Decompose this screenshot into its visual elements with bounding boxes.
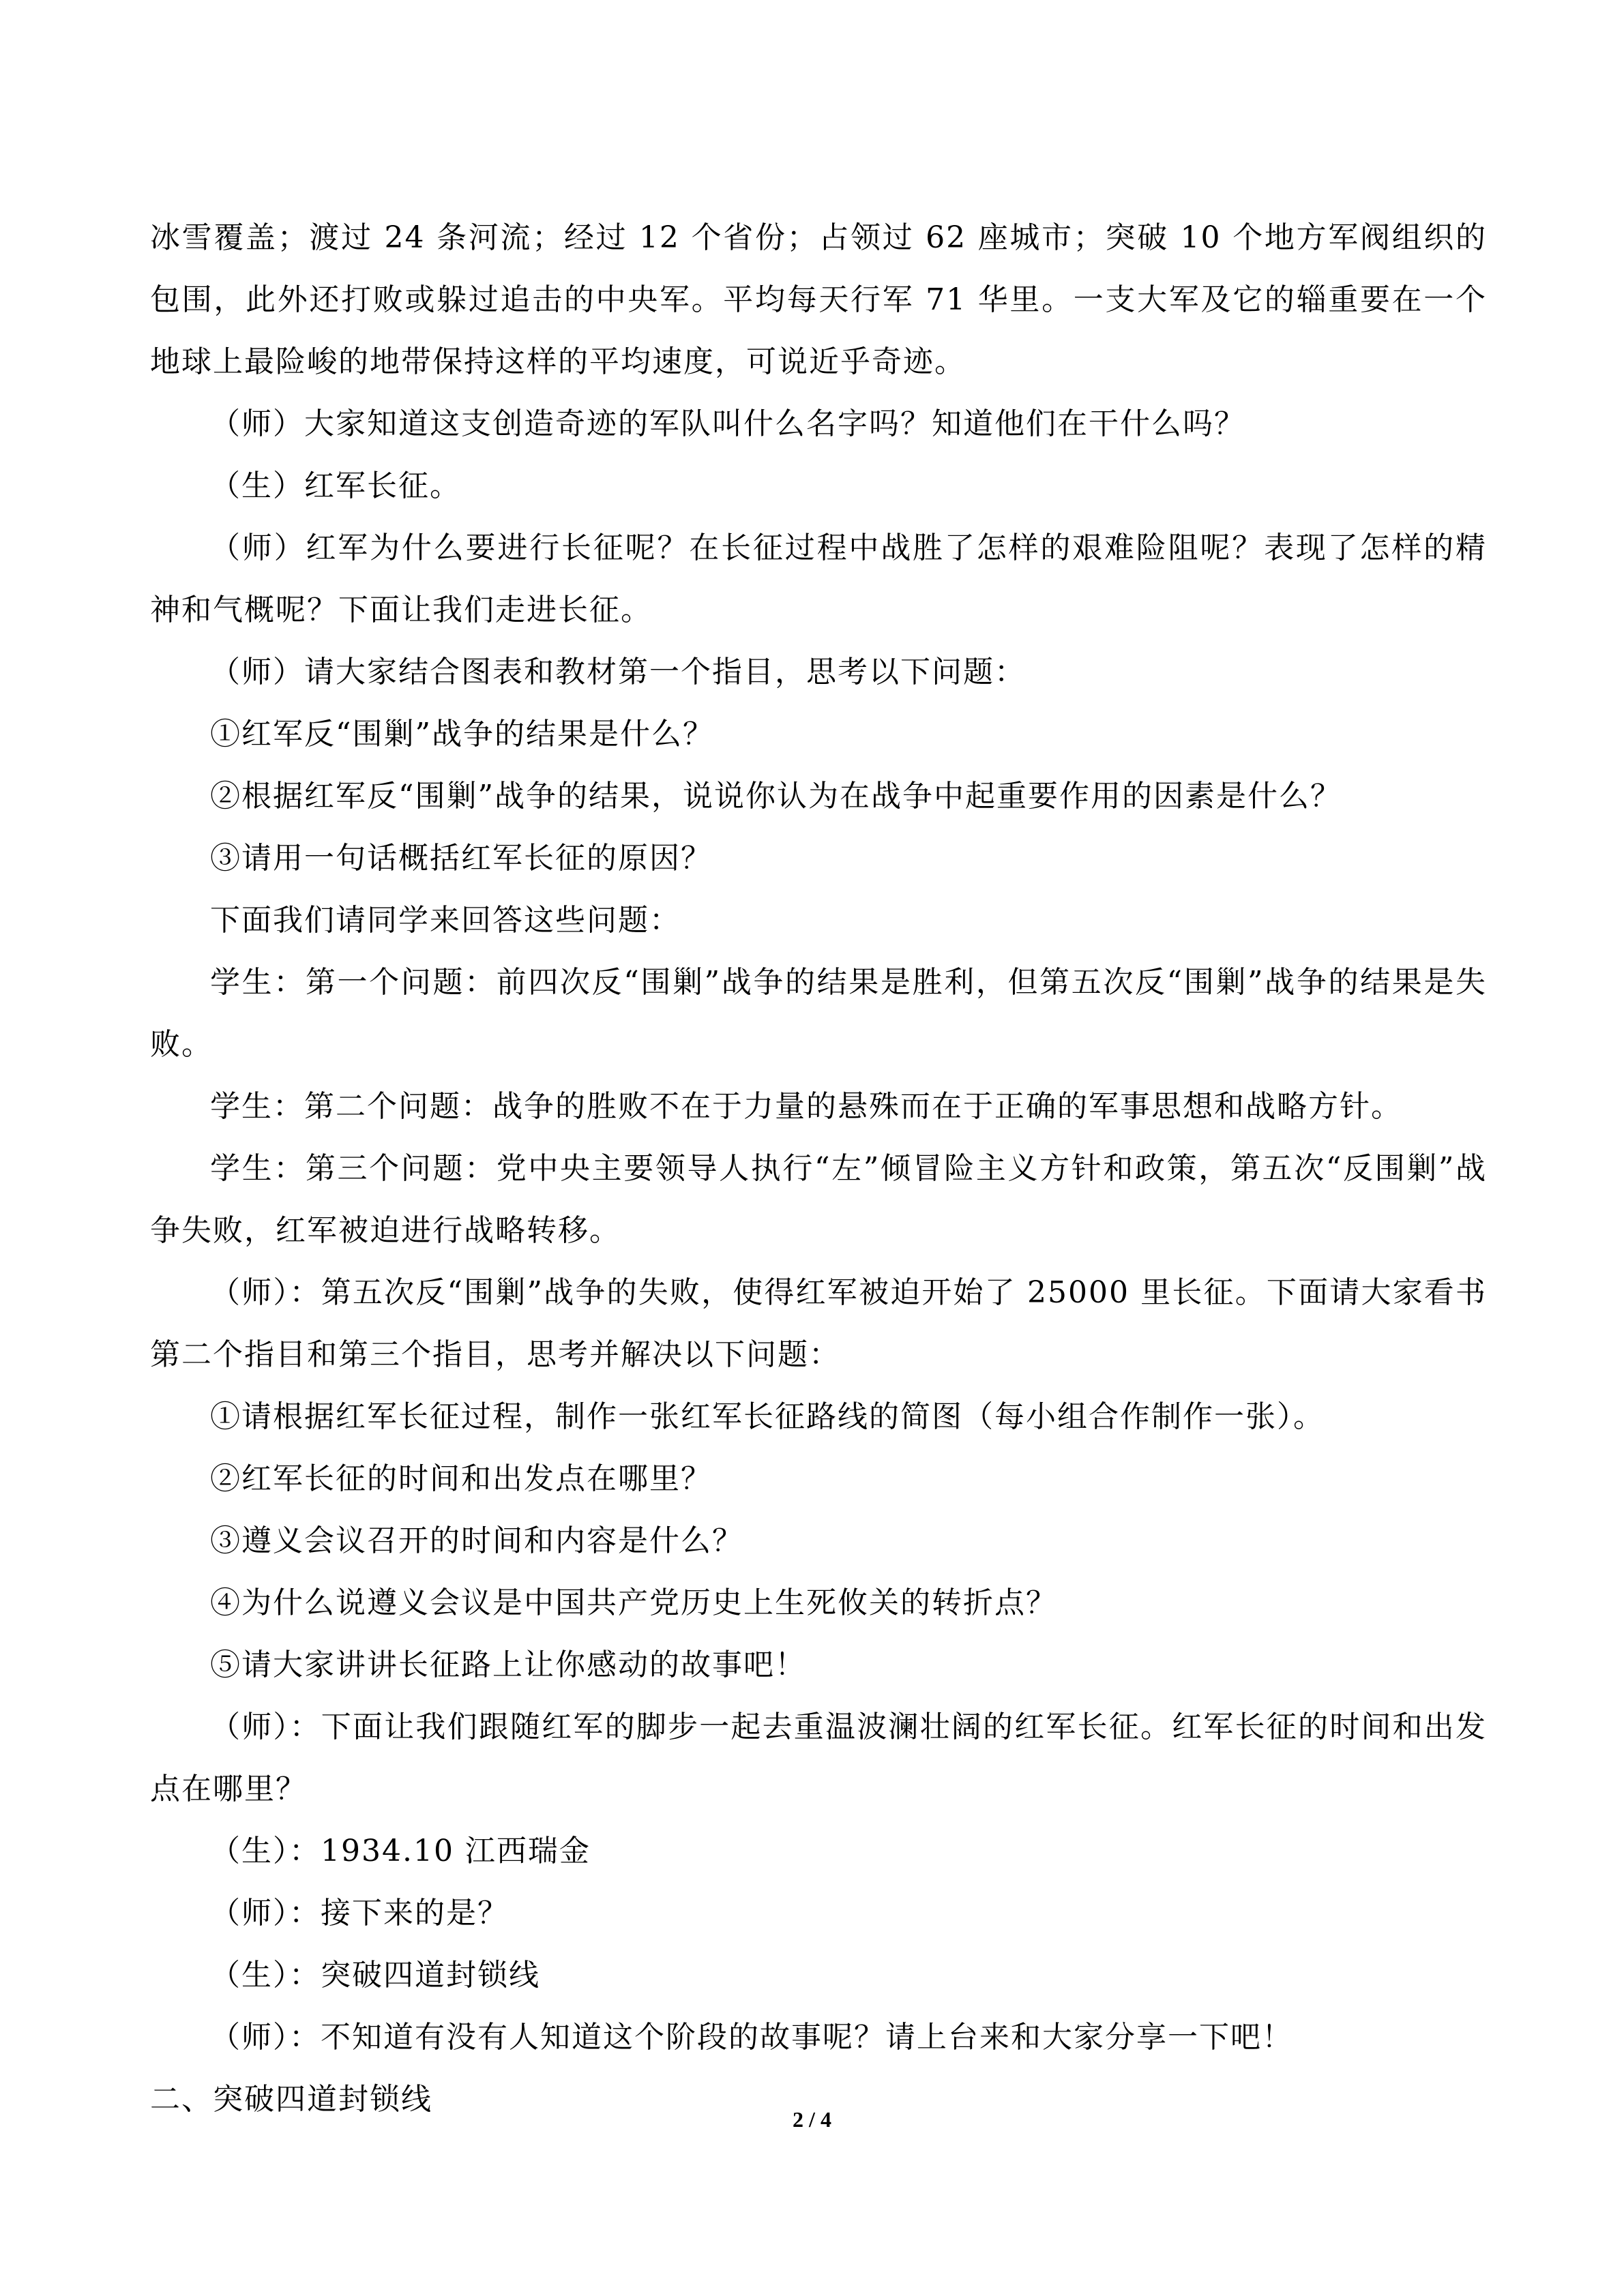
- student-answer-3: 学生：第三个问题：党中央主要领导人执行“左”倾冒险主义方针和政策，第五次“反围剿”战争失败，红军被迫进行战略转移。: [150, 1151, 1487, 1248]
- question-item-2: ②根据红军反“围剿”战争的结果，说说你认为在战争中起重要作用的因素是什么？: [210, 779, 1342, 814]
- paragraph-continuation: 冰雪覆盖；渡过 24 条河流；经过 12 个省份；占领过 62 座城市；突破 10 个地方军阀组织的包围，此外还打败或躲过追击的中央军。平均每天行军 71 华里。一支大军及它的辎重要在一个地球上最险峻的地带保持这样的平均速度，可说近乎奇迹。: [150, 220, 1487, 379]
- task-item-4: ④为什么说遵义会议是中国共产党历史上生死攸关的转折点？: [210, 1585, 1057, 1620]
- student-answer-2: 学生：第二个问题：战争的胜败不在于力量的悬殊而在于正确的军事思想和战略方针。: [210, 1089, 1402, 1124]
- question-item-1: ①红军反“围剿”战争的结果是什么？: [210, 717, 714, 751]
- paragraph-teacher-task-2: （师）：第五次反“围剿”战争的失败，使得红军被迫开始了 25000 里长征。下面请大家看书第二个指目和第三个指目，思考并解决以下问题：: [150, 1275, 1487, 1372]
- page-number: 2 / 4: [793, 2107, 831, 2132]
- paragraph-student-reply-2: （生）：突破四道封锁线: [210, 1958, 540, 1993]
- task-item-3: ③遵义会议召开的时间和内容是什么？: [210, 1523, 743, 1558]
- task-item-1: ①请根据红军长征过程，制作一张红军长征路线的简图（每小组合作制作一张）。: [210, 1399, 1325, 1434]
- paragraph-teacher-question: （师）大家知道这支创造奇迹的军队叫什么名字吗？知道他们在干什么吗？: [210, 406, 1245, 441]
- section-heading: 二、突破四道封锁线: [150, 2082, 432, 2117]
- paragraph-student-answer: （生）红军长征。: [210, 468, 461, 503]
- paragraph-student-reply-1: （生）：1934.10 江西瑞金: [210, 1834, 591, 1868]
- paragraph-teacher-invite: （师）：不知道有没有人知道这个阶段的故事呢？请上台来和大家分享一下吧！: [210, 2020, 1293, 2055]
- paragraph-teacher-lead: （师）：下面让我们跟随红军的脚步一起去重温波澜壮阔的红军长征。红军长征的时间和出发点在哪里？: [150, 1710, 1487, 1806]
- paragraph-teacher-task: （师）请大家结合图表和教材第一个指目，思考以下问题：: [210, 655, 1026, 689]
- paragraph-transition: 下面我们请同学来回答这些问题：: [210, 903, 681, 938]
- document-body: [150, 207, 1487, 2130]
- student-answer-1: 学生：第一个问题：前四次反“围剿”战争的结果是胜利，但第五次反“围剿”战争的结果是失败。: [150, 965, 1487, 1062]
- task-item-2: ②红军长征的时间和出发点在哪里？: [210, 1461, 712, 1496]
- paragraph-teacher-intro: （师）红军为什么要进行长征呢？在长征过程中战胜了怎样的艰难险阻呢？表现了怎样的精神和气概呢？下面让我们走进长征。: [150, 531, 1487, 627]
- paragraph-teacher-prompt: （师）：接下来的是？: [210, 1896, 509, 1930]
- task-item-5: ⑤请大家讲讲长征路上让你感动的故事吧！: [210, 1648, 806, 1682]
- question-item-3: ③请用一句话概括红军长征的原因？: [210, 841, 712, 876]
